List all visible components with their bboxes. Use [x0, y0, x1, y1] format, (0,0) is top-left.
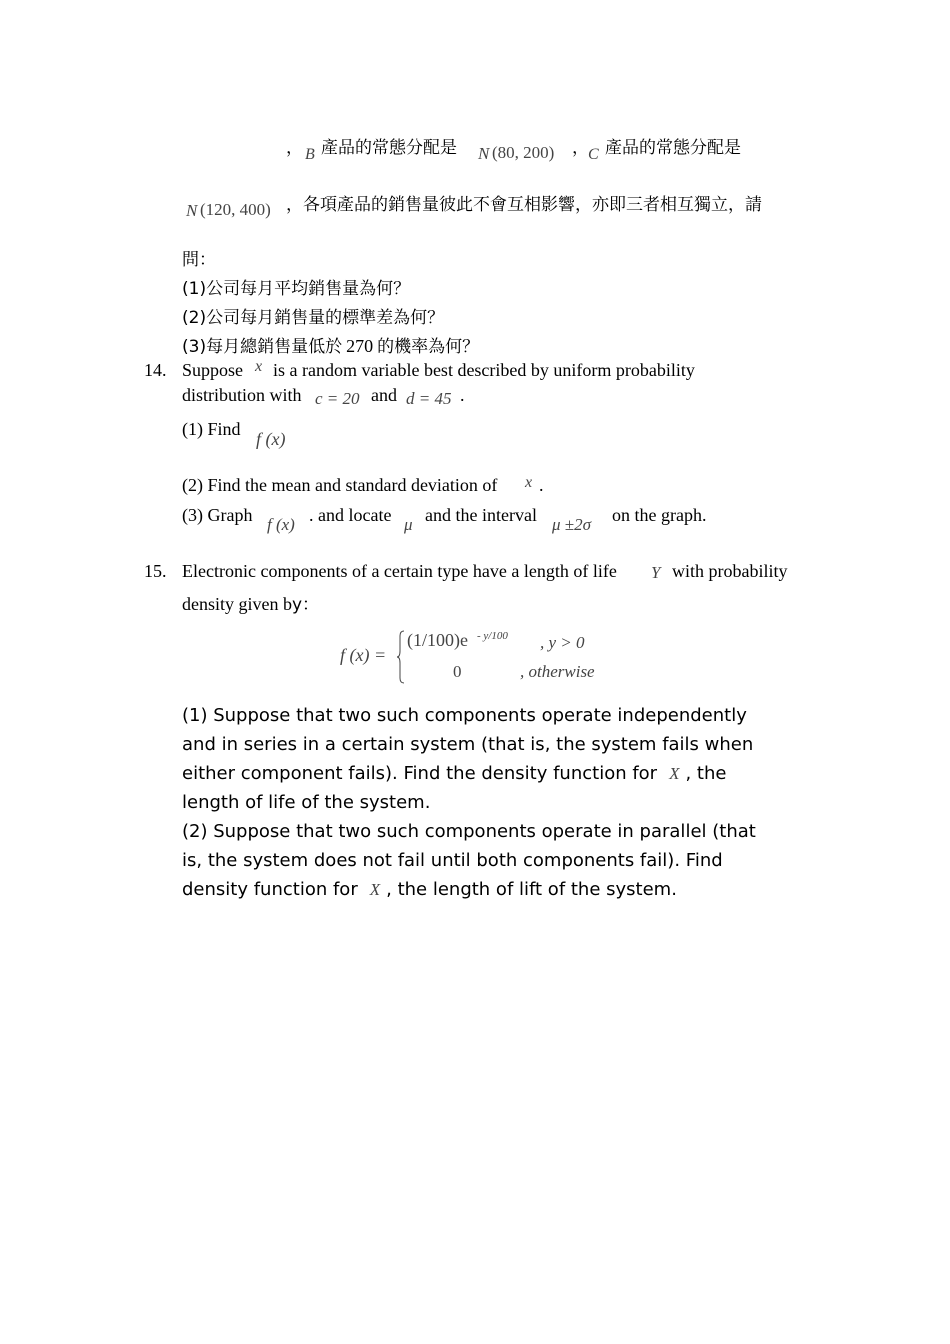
p15-para1-var: X: [669, 764, 680, 783]
p14-item2: (2) Find the mean and standard deviation of: [182, 475, 498, 495]
p14-mu: μ: [404, 515, 413, 534]
p14-line2: distribution with: [182, 385, 302, 405]
p14-fx: f (x): [256, 429, 286, 449]
question-1: (1)公司每月平均銷售量為何？: [182, 279, 411, 299]
eq-case1-cond: , y > 0: [540, 633, 585, 652]
p14-interval: μ ±2σ: [552, 515, 591, 534]
p14-d-eq: d = 45: [406, 389, 452, 408]
p15-para2-line3-a: density function for: [182, 879, 358, 900]
p14-suppose: Suppose: [182, 360, 244, 380]
p14-item3-d: on the graph.: [612, 505, 707, 525]
p15-para2-line1: (2) Suppose that two such components operate in parallel (that: [182, 821, 756, 842]
eq-lhs: f (x) =: [340, 645, 387, 665]
p15-para1: [182, 701, 756, 904]
p14-item1: (1) Find: [182, 419, 241, 439]
p15-line2-a: density given b: [182, 594, 292, 614]
p15-para2-line3: [182, 875, 756, 904]
p14-item3-fx: f (x): [267, 515, 295, 534]
p15-line2-b: y：: [292, 595, 320, 615]
question-3-num: 270: [346, 336, 374, 356]
problem-14-number: 14.: [144, 360, 167, 380]
p15-para2-var: X: [369, 880, 381, 899]
eq-case2-cond: , otherwise: [520, 662, 595, 681]
p14-item2-end: .: [539, 475, 544, 495]
intro-product-c-text: 產品的常態分配是: [605, 138, 741, 158]
p14-c-eq: c = 20: [315, 389, 360, 408]
p14-x-var: x: [255, 358, 263, 375]
p14-dot: .: [460, 385, 465, 405]
var-b: B: [305, 146, 315, 163]
p15-para1-line2: and in series in a certain system (that is, the system fails when: [182, 734, 754, 755]
p15-para1-line3-a: either component fails). Find the density function for: [182, 763, 658, 784]
intro-line2-text: ，各項產品的銷售量彼此不會互相影響，亦即三者相互獨立，請: [286, 195, 762, 215]
question-3-a: (3)每月總銷售量低於: [182, 337, 343, 357]
p15-line1-a: Electronic components of a certain type have a length of life: [182, 561, 617, 581]
p15-y-var: Y: [651, 563, 661, 582]
eq-case1: (1/100)e: [407, 630, 468, 650]
question-3-b: 的機率為何？: [377, 337, 480, 357]
p15-para1-line1: (1) Suppose that two such components operate independently: [182, 705, 747, 726]
p14-and: and: [371, 385, 397, 405]
var-c: C: [588, 146, 599, 163]
p14-item3-b: . and locate: [309, 505, 392, 525]
eq-case1-exp: - y/100: [477, 630, 508, 642]
p15-para1-line4: length of life of the system.: [182, 792, 431, 813]
p15-para2-line2: is, the system does not fail until both components fail). Find: [182, 850, 723, 871]
p14-line1-rest: is a random variable best described by uniform probability: [273, 360, 695, 380]
p15-para1-line3: [182, 759, 756, 788]
p15-para2-line3-b: , the length of lift of the system.: [386, 879, 677, 900]
question-3: [182, 332, 479, 357]
question-2: (2)公司每月銷售量的標準差為何？: [182, 308, 445, 328]
intro-sep: ，: [572, 138, 589, 158]
normal-args-b: (80, 200): [492, 143, 555, 162]
intro-line3: 問：: [182, 250, 216, 270]
p15-line1-b: with probability: [672, 561, 788, 581]
normal-n-b: N: [478, 144, 490, 163]
p14-item3-a: (3) Graph: [182, 505, 253, 525]
problem-15-number: 15.: [144, 561, 167, 581]
intro-comma: ，: [286, 138, 303, 158]
intro-product-b-text: 產品的常態分配是: [321, 138, 457, 158]
p14-item3-c: and the interval: [425, 505, 537, 525]
p15-para1-line3-b: , the: [685, 763, 727, 784]
normal-args-c: (120, 400): [200, 200, 271, 219]
p14-item2-var: x: [525, 474, 533, 491]
left-brace-icon: [397, 630, 405, 684]
normal-n-c: N: [186, 201, 198, 220]
p15-line2: [182, 590, 319, 615]
eq-case2: 0: [453, 662, 462, 681]
